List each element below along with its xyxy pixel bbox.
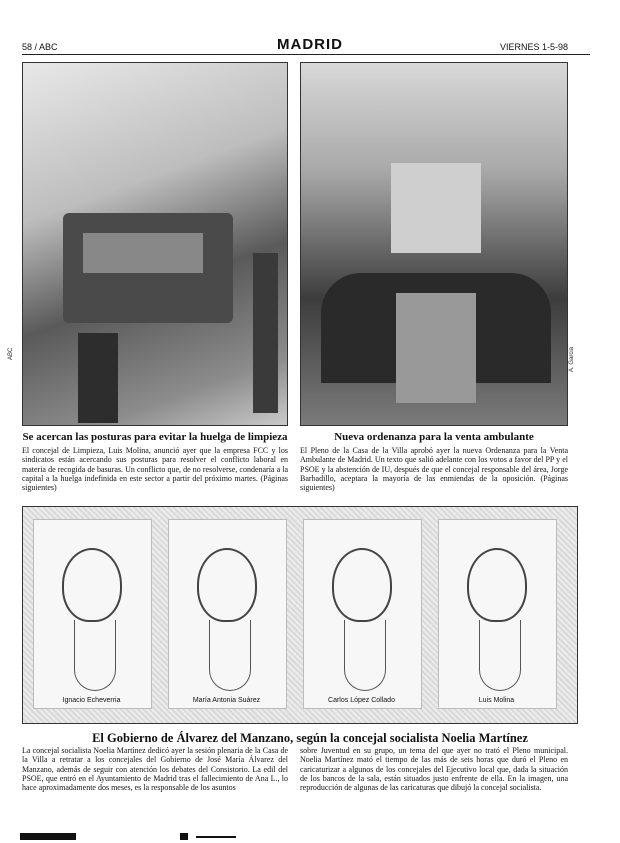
page-number: 58 / ABC [22, 42, 58, 52]
caricature-3 [303, 519, 422, 709]
main-story-col1: La concejal socialista Noelia Martínez dedicó ayer la sesión plenaria de la Casa de la Villa a retratar a los concejales del Gobierno de José María Álvarez del Manzano, además de seguir con atención los debates del Consistorio. La edil del PSOE, que entró en el Ayuntamiento de Madrid tras el fallecimiento de Ana L., lo hace aproximadamente dos meses, es la responsable de los asuntos [22, 746, 288, 793]
council-chamber-photo [300, 62, 568, 426]
issue-date: VIERNES 1-5-98 [500, 42, 569, 52]
caricatures-panel [22, 506, 578, 724]
garbage-truck-photo [22, 62, 288, 426]
caricature-1 [33, 519, 152, 709]
left-photo-credit: ABC [8, 347, 14, 360]
caricature-4 [438, 519, 557, 709]
footer-bar [20, 833, 76, 840]
story-right-body: El Pleno de la Casa de la Villa aprobó ayer la nueva Ordenanza para la Venta Ambulante de Madrid. Un texto que salió adelante con los votos a favor del PP y el PSOE y la abstención de IU, después de que el concejal responsable del área, Jorge Barbadillo, aceptara la mayoría de las enmiendas de la oposición. (Páginas siguientes) [300, 446, 568, 493]
caricature-name-3: Carlos López Collado [328, 697, 395, 704]
story-right-headline: Nueva ordenanza para la venta ambulante [334, 431, 534, 443]
header-rule [22, 54, 590, 55]
caricature-name-1: Ignacio Echeverria [62, 697, 121, 704]
caricature-name-4: Luis Molina [478, 697, 515, 704]
right-photo-credit: A. Garcia [569, 346, 575, 372]
footer-mark [180, 833, 188, 840]
main-headline: El Gobierno de Álvarez del Manzano, según la concejal socialista Noelia Martínez [92, 731, 528, 745]
section-title: MADRID [277, 36, 343, 53]
story-left-body: El concejal de Limpieza, Luis Molina, anunció ayer que la empresa FCC y los sindicatos están acercando sus posturas para resolver el conflicto laboral en materia de recogida de basuras. Un conflicto que, de no resolverse, condenaría a la capital a la huelga indefinida en este sector a partir del próximo martes. (Páginas siguientes) [22, 446, 288, 493]
footer-mark [196, 836, 236, 838]
caricature-2 [168, 519, 287, 709]
story-left-headline: Se acercan las posturas para evitar la huelga de limpieza [22, 431, 288, 443]
caricature-name-2: María Antonia Suárez [192, 697, 261, 704]
main-story-col2: sobre Juventud en su grupo, un tema del que ayer no trató el Pleno municipal. Noelia Martínez mató el tiempo de las más de seis horas que duró el Pleno en caricaturizar a algunos de los concejales del Ejecutivo local que, dada la situación de los bancos de la sala, están situados justo enfrente de ella. En la imagen, una reproducción de algunas de las caricaturas que dibujó la concejal socialista. [300, 746, 568, 793]
